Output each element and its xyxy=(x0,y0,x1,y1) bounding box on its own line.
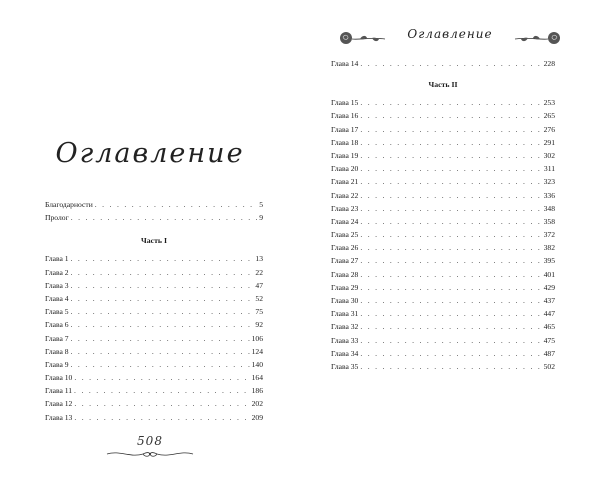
toc-entry-page: 265 xyxy=(543,111,555,121)
toc-entry-label: Глава 7 xyxy=(45,333,69,343)
toc-leader-dots xyxy=(71,292,254,305)
toc-leader-dots xyxy=(71,318,254,331)
toc-leader-dots xyxy=(71,279,254,292)
toc-entry-page: 502 xyxy=(543,361,555,371)
flourish-icon xyxy=(105,448,195,460)
toc-entry-label: Глава 26 xyxy=(331,243,359,253)
toc-entry-label: Глава 3 xyxy=(45,280,69,290)
toc-entry[interactable] xyxy=(331,162,555,175)
toc-leader-dots xyxy=(360,241,541,254)
running-title: Оглавление xyxy=(407,27,493,41)
toc-entry-label: Глава 6 xyxy=(45,320,69,330)
toc-entry[interactable] xyxy=(45,332,263,345)
toc-leader-dots xyxy=(71,266,254,279)
toc-entry-label: Глава 18 xyxy=(331,137,359,147)
toc-entry-page: 429 xyxy=(543,282,555,292)
toc-leader-dots xyxy=(74,397,249,410)
toc-entry-page: 253 xyxy=(543,98,555,108)
toc-entry-label: Глава 27 xyxy=(331,256,359,266)
toc-leader-dots xyxy=(360,281,541,294)
toc-entry-page: 311 xyxy=(543,164,555,174)
part-heading: Часть I xyxy=(140,236,168,246)
toc-entry-page: 372 xyxy=(543,230,555,240)
toc-entry-page: 52 xyxy=(255,293,263,303)
toc-leader-dots xyxy=(360,215,541,228)
toc-leader-dots xyxy=(360,109,541,122)
toc-leader-dots xyxy=(71,332,250,345)
toc-leader-dots xyxy=(360,149,541,162)
toc-entry-page: 447 xyxy=(543,309,555,319)
toc-entry-label: Глава 33 xyxy=(331,335,359,345)
toc-leader-dots xyxy=(360,334,541,347)
toc-leader-dots xyxy=(360,254,541,267)
toc-leader-dots xyxy=(71,345,250,358)
toc-leader-dots xyxy=(360,57,541,70)
toc-entry[interactable] xyxy=(331,136,555,149)
toc-entry-page: 13 xyxy=(255,254,263,264)
toc-entry[interactable] xyxy=(331,96,555,109)
toc-entry-label: Благодарности xyxy=(45,200,93,209)
toc-entry[interactable] xyxy=(45,305,263,318)
toc-entry[interactable] xyxy=(331,334,555,347)
toc-leader-dots xyxy=(360,360,541,373)
toc-entry[interactable] xyxy=(45,211,263,224)
toc-entry-label: Глава 4 xyxy=(45,293,69,303)
toc-leader-dots xyxy=(360,162,542,175)
toc-entry-page: 202 xyxy=(251,399,263,409)
toc-entry[interactable] xyxy=(331,123,555,136)
toc-entry-label: Глава 16 xyxy=(331,111,359,121)
toc-leader-dots xyxy=(360,294,541,307)
toc-left-list xyxy=(45,198,263,424)
toc-entry-page: 140 xyxy=(251,359,263,369)
toc-entry-label: Глава 10 xyxy=(45,373,73,383)
toc-entry-page: 276 xyxy=(543,124,555,134)
toc-entry[interactable] xyxy=(45,397,263,410)
toc-entry-label: Глава 24 xyxy=(331,216,359,226)
toc-leader-dots xyxy=(95,198,257,211)
toc-entry-page: 186 xyxy=(251,386,263,396)
toc-entry-page: 124 xyxy=(251,346,263,356)
toc-entry-label: Глава 28 xyxy=(331,269,359,279)
toc-entry-label: Глава 15 xyxy=(331,98,359,108)
toc-entry[interactable] xyxy=(331,189,555,202)
toc-entry-label: Глава 35 xyxy=(331,361,359,371)
toc-leader-dots xyxy=(360,228,541,241)
toc-leader-dots xyxy=(360,96,541,109)
toc-entry-page: 395 xyxy=(543,256,555,266)
toc-entry-page: 5 xyxy=(259,200,263,209)
toc-entry-label: Глава 25 xyxy=(331,230,359,240)
toc-entry-label: Глава 23 xyxy=(331,203,359,213)
toc-entry-page: 382 xyxy=(543,243,555,253)
toc-entry-label: Пролог xyxy=(45,213,69,223)
toc-entry-label: Глава 14 xyxy=(331,59,359,68)
toc-entry-page: 9 xyxy=(259,213,263,223)
toc-entry-label: Глава 29 xyxy=(331,282,359,292)
toc-entry[interactable] xyxy=(331,294,555,307)
toc-entry[interactable] xyxy=(45,371,263,384)
toc-entry-label: Глава 1 xyxy=(45,254,69,264)
toc-entry[interactable] xyxy=(45,252,263,265)
toc-leader-dots xyxy=(74,384,250,397)
chapter-list xyxy=(45,252,263,423)
toc-entry-page: 291 xyxy=(543,137,555,147)
rose-icon xyxy=(512,30,562,46)
toc-entry-label: Глава 11 xyxy=(45,386,73,396)
toc-entry-page: 348 xyxy=(543,203,555,213)
toc-leader-dots xyxy=(360,175,541,188)
toc-entry[interactable] xyxy=(45,198,263,211)
toc-entry[interactable] xyxy=(331,215,555,228)
toc-leader-dots xyxy=(360,189,541,202)
toc-entry[interactable] xyxy=(331,360,555,373)
toc-entry-page: 323 xyxy=(543,177,555,187)
toc-entry[interactable] xyxy=(331,307,555,320)
toc-entry-label: Глава 17 xyxy=(331,124,359,134)
toc-leader-dots xyxy=(360,123,541,136)
toc-entry-page: 92 xyxy=(255,320,263,330)
toc-entry-page: 75 xyxy=(255,307,263,317)
toc-entry[interactable] xyxy=(45,384,263,397)
toc-leader-dots xyxy=(74,371,249,384)
toc-entry-page: 401 xyxy=(543,269,555,279)
toc-leader-dots xyxy=(71,305,254,318)
toc-leader-dots xyxy=(360,347,541,360)
toc-entry-page: 47 xyxy=(255,280,263,290)
toc-leader-dots xyxy=(71,358,250,371)
toc-entry-label: Глава 31 xyxy=(331,309,359,319)
toc-leader-dots xyxy=(360,136,541,149)
toc-right-list xyxy=(331,57,555,373)
toc-entry-label: Глава 22 xyxy=(331,190,359,200)
toc-entry[interactable] xyxy=(331,228,555,241)
toc-entry[interactable] xyxy=(331,268,555,281)
toc-entry-page: 487 xyxy=(543,348,555,358)
toc-entry-label: Глава 8 xyxy=(45,346,69,356)
spacer xyxy=(45,224,263,232)
toc-entry-page: 106 xyxy=(251,333,263,343)
toc-leader-dots xyxy=(71,252,254,265)
toc-entry[interactable] xyxy=(331,57,555,70)
toc-entry-page: 164 xyxy=(251,373,263,383)
toc-entry-label: Глава 34 xyxy=(331,348,359,358)
toc-leader-dots xyxy=(360,307,541,320)
toc-entry-label: Глава 21 xyxy=(331,177,359,187)
toc-entry[interactable] xyxy=(331,202,555,215)
toc-leader-dots xyxy=(71,211,258,224)
toc-entry-label: Глава 30 xyxy=(331,296,359,305)
toc-entry-label: Глава 32 xyxy=(331,322,359,332)
toc-entry-page: 209 xyxy=(251,412,263,422)
toc-entry[interactable] xyxy=(331,320,555,333)
toc-entry[interactable] xyxy=(331,149,555,162)
toc-entry[interactable] xyxy=(331,254,555,267)
toc-entry-page: 22 xyxy=(255,267,263,277)
toc-entry-page: 302 xyxy=(543,150,555,160)
chapter-list xyxy=(331,96,555,373)
toc-entry[interactable] xyxy=(45,318,263,331)
toc-entry[interactable] xyxy=(45,345,263,358)
toc-leader-dots xyxy=(360,320,541,333)
toc-entry[interactable] xyxy=(45,292,263,305)
toc-entry[interactable] xyxy=(45,266,263,279)
toc-entry-label: Глава 12 xyxy=(45,399,73,409)
toc-entry[interactable] xyxy=(331,175,555,188)
toc-entry-label: Глава 13 xyxy=(45,412,73,422)
toc-entry-page: 465 xyxy=(543,322,555,332)
toc-entry[interactable] xyxy=(45,411,263,424)
toc-entry[interactable] xyxy=(331,347,555,360)
toc-entry[interactable] xyxy=(331,109,555,122)
toc-leader-dots xyxy=(74,411,249,424)
toc-leader-dots xyxy=(360,268,541,281)
toc-entry[interactable] xyxy=(45,358,263,371)
toc-entry[interactable] xyxy=(45,279,263,292)
toc-entry[interactable] xyxy=(331,281,555,294)
toc-entry-label: Глава 2 xyxy=(45,267,69,277)
toc-entry-page: 358 xyxy=(543,216,555,226)
toc-entry-page: 437 xyxy=(543,296,555,305)
toc-title: Оглавление xyxy=(55,138,245,169)
toc-entry-label: Глава 20 xyxy=(331,164,359,174)
toc-entry-label: Глава 19 xyxy=(331,150,359,160)
toc-entry-page: 228 xyxy=(543,59,555,68)
part-heading: Часть II xyxy=(428,80,458,90)
toc-entry-label: Глава 5 xyxy=(45,307,69,317)
toc-entry-page: 336 xyxy=(543,190,555,200)
page-number: 508 xyxy=(137,434,163,448)
toc-entry[interactable] xyxy=(331,241,555,254)
toc-entry-label: Глава 9 xyxy=(45,359,69,369)
toc-entry-page: 475 xyxy=(543,335,555,345)
toc-leader-dots xyxy=(360,202,541,215)
right-page xyxy=(300,0,600,484)
